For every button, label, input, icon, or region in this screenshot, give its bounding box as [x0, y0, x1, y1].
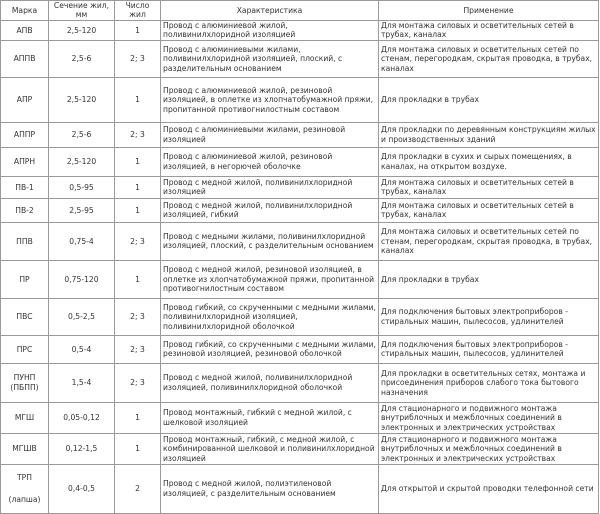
cell-mark — [1, 20, 49, 40]
cell-mark-text: АПР — [16, 95, 33, 105]
cell-description: Провод гибкий, со скрученными с медными жилами, поливинилхлоридной изоляцией, поливинилхлоридной оболочкой — [161, 298, 379, 335]
cell-cores: 1 — [115, 433, 161, 464]
cell-application: Для прокладки по деревянным конструкциям жилых и производственных зданий — [379, 122, 599, 147]
cell-section: 0,4-0,5 — [49, 464, 115, 513]
cell-application: Для подключения бытовых электроприборов - стиральных машин, пылесосов, удлинителей — [379, 298, 599, 335]
table-row — [1, 40, 599, 77]
header-application: Применение — [379, 1, 599, 21]
table-row — [1, 464, 599, 513]
cell-cores: 2 — [115, 464, 161, 513]
cell-description: Провод с медной жилой, поливинилхлоридной изоляцией — [161, 176, 379, 198]
cell-application: Для монтажа силовых и осветительных сетей в трубах, каналах — [379, 198, 599, 222]
cell-description: Провод с медной жилой, поливинилхлоридной изоляцией, поливинилхлоридной оболочкой — [161, 363, 379, 402]
cell-section: 0,05-0,12 — [49, 402, 115, 433]
cell-mark-alt-text: (ПБПП) — [10, 382, 39, 392]
cell-cores: 1 — [115, 402, 161, 433]
cell-mark — [1, 402, 49, 433]
cell-description: Провод с алюминиевыми жилами, резиновой изоляцией — [161, 122, 379, 147]
cell-mark-text: ПУНП — [13, 373, 36, 383]
cell-mark-text: МГШ — [14, 413, 35, 423]
header-cores: Число жил — [115, 1, 161, 21]
cell-mark — [1, 198, 49, 222]
table-row — [1, 298, 599, 335]
cell-description: Провод с медной жилой, полиэтиленовой изоляцией, с разделительным основанием — [161, 464, 379, 513]
cell-mark-text: ППВ — [16, 236, 33, 246]
cell-application: Для подключения бытовых электроприборов - стиральных машин, пылесосов, удлинителей — [379, 335, 599, 363]
cell-section: 0,5-95 — [49, 176, 115, 198]
cell-application: Для прокладки в трубах — [379, 77, 599, 122]
table-row — [1, 222, 599, 260]
table-row — [1, 20, 599, 40]
header-mark: Марка — [1, 1, 49, 21]
cell-application: Для монтажа силовых и осветительных сетей в трубах, каналах — [379, 20, 599, 40]
cell-section: 0,5-2,5 — [49, 298, 115, 335]
cell-mark-text: ПР — [19, 274, 30, 284]
cell-mark-text: ПВ-1 — [15, 182, 34, 192]
cell-mark — [1, 147, 49, 176]
cell-cores: 1 — [115, 260, 161, 298]
cell-section: 1,5-4 — [49, 363, 115, 402]
cell-mark-text: АПВ — [16, 25, 33, 35]
cell-mark-text: ПВС — [16, 312, 33, 322]
cell-application: Для монтажа силовых и осветительных сетей по стенам, перегородкам, скрытая проводка, в трубах, каналах — [379, 40, 599, 77]
cell-description: Провод с медной жилой, резиновой изоляцией, в оплетке из хлопчатобумажной пряжи, пропитанной противогнилостным составом — [161, 260, 379, 298]
cell-cores: 1 — [115, 77, 161, 122]
table-row — [1, 147, 599, 176]
cell-mark — [1, 363, 49, 402]
table-row — [1, 77, 599, 122]
table-header-row — [1, 1, 599, 21]
cell-mark — [1, 77, 49, 122]
cell-section: 2,5-6 — [49, 40, 115, 77]
cell-mark — [1, 222, 49, 260]
cell-section: 2,5-95 — [49, 198, 115, 222]
table-row — [1, 176, 599, 198]
cell-mark-text: ТРП — [17, 473, 32, 483]
cell-application: Для открытой и скрытой проводки телефонной сети — [379, 464, 599, 513]
cell-cores: 2; 3 — [115, 335, 161, 363]
cell-mark — [1, 260, 49, 298]
cell-mark-text: МГШВ — [12, 444, 37, 454]
cell-cores: 2; 3 — [115, 363, 161, 402]
cell-mark — [1, 335, 49, 363]
cell-section: 2,5-120 — [49, 77, 115, 122]
table-row — [1, 335, 599, 363]
cell-mark-text: ПРС — [16, 344, 33, 354]
cell-mark — [1, 122, 49, 147]
cell-mark — [1, 464, 49, 513]
cell-application: Для прокладки в сухих и сырых помещениях, в каналах, на открытом воздухе. — [379, 147, 599, 176]
cell-section: 0,12-1,5 — [49, 433, 115, 464]
cell-section: 0,75-4 — [49, 222, 115, 260]
cell-application: Для стационарного и подвижного монтажа внутриблочных и межблочных соединений в электронных и электрических устройствах — [379, 402, 599, 433]
cell-section: 0,75-120 — [49, 260, 115, 298]
cell-cores: 1 — [115, 20, 161, 40]
cell-description: Провод с медной жилой, поливинилхлоридной изоляцией, гибкий — [161, 198, 379, 222]
cell-application: Для стационарного и подвижного монтажа внутриблочных и межблочных соединений в электронных и электрических устройствах — [379, 433, 599, 464]
cell-mark — [1, 176, 49, 198]
cell-section: 2,5-120 — [49, 147, 115, 176]
cell-mark — [1, 40, 49, 77]
cell-section: 0,5-4 — [49, 335, 115, 363]
cell-cores: 1 — [115, 147, 161, 176]
header-section: Сечение жил, мм — [49, 1, 115, 21]
table-body — [1, 20, 599, 513]
cell-application: Для монтажа силовых и осветительных сетей по стенам, перегородкам, скрытая проводка, в трубах, каналах — [379, 222, 599, 260]
cell-description: Провод монтажный, гибкий, с медной жилой, с комбинированной шелковой и поливинилхлоридной изоляцией — [161, 433, 379, 464]
table-row — [1, 198, 599, 222]
cell-mark — [1, 298, 49, 335]
cell-description: Провод с алюминиевой жилой, поливинилхлоридной изоляцией — [161, 20, 379, 40]
cell-cores: 1 — [115, 176, 161, 198]
cell-application: Для прокладки в трубах — [379, 260, 599, 298]
cell-mark-text: ПВ-2 — [15, 205, 34, 215]
cell-description: Провод с алюминиевыми жилами, поливинилхлоридной изоляцией, плоский, с разделительным основанием — [161, 40, 379, 77]
cell-description: Провод с алюминиевой жилой, резиновой изоляцией, в оплетке из хлопчатобумажной пряжи, пропитанной противогнилостным составом — [161, 77, 379, 122]
cell-description: Провод с медными жилами, поливинилхлоридной изоляцией, плоский, с разделительным основанием — [161, 222, 379, 260]
cell-application: Для монтажа силовых и осветительных сетей в трубах, каналах — [379, 176, 599, 198]
cell-mark-text: АППВ — [13, 54, 36, 64]
cell-mark-text: АППР — [13, 130, 36, 140]
cell-description: Провод с алюминиевой жилой, резиновой изоляцией, в негорючей оболочке — [161, 147, 379, 176]
cell-mark-alt-text: (лапша) — [8, 494, 41, 504]
cell-mark-text: АПРН — [13, 157, 36, 167]
cell-section: 2,5-6 — [49, 122, 115, 147]
cell-description: Провод монтажный, гибкий с медной жилой, с шелковой изоляцией — [161, 402, 379, 433]
table-row — [1, 402, 599, 433]
cell-mark — [1, 433, 49, 464]
cell-description: Провод гибкий, со скрученными с медными жилами, резиновой изоляцией, резиновой оболочкой — [161, 335, 379, 363]
header-description: Характеристика — [161, 1, 379, 21]
cell-cores: 2; 3 — [115, 40, 161, 77]
cell-application: Для прокладки в осветительных сетях, монтажа и присоединения приборов слабого тока бытового назначения — [379, 363, 599, 402]
cell-cores: 1 — [115, 198, 161, 222]
table-row — [1, 260, 599, 298]
table-row — [1, 363, 599, 402]
cell-cores: 2; 3 — [115, 298, 161, 335]
cell-cores: 2; 3 — [115, 222, 161, 260]
cell-section: 2,5-120 — [49, 20, 115, 40]
table-row — [1, 122, 599, 147]
table-row — [1, 433, 599, 464]
cell-cores: 2; 3 — [115, 122, 161, 147]
